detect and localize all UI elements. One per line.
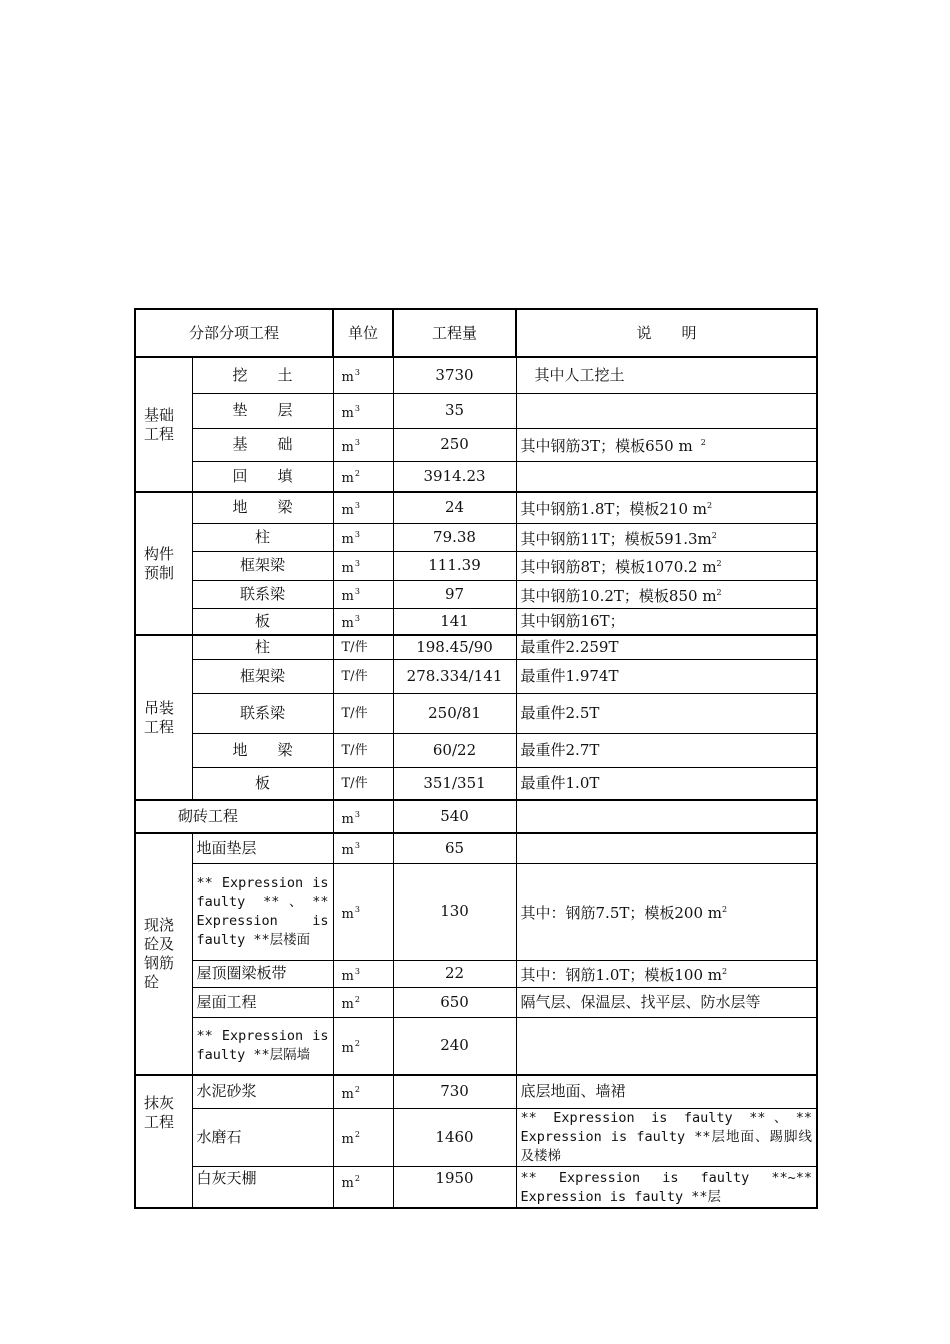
note-cell: 最重件2.7T (516, 733, 817, 767)
table-row (135, 428, 817, 461)
item-cell: 柱 (192, 523, 333, 551)
note-cell (516, 1017, 817, 1075)
quantity-cell: 730 (393, 1075, 516, 1108)
quantity-cell: 97 (393, 580, 516, 608)
quantity-cell: 1460 (393, 1108, 516, 1166)
item-cell: 板 (192, 767, 333, 800)
unit-cell: $m^2$ (333, 987, 393, 1017)
header-note: 说 明 (516, 309, 817, 357)
quantity-cell: 650 (393, 987, 516, 1017)
note-cell: 其中钢筋1.8T；模板210 $m^2$ (516, 492, 817, 523)
unit-cell: $m^3$ (333, 357, 393, 393)
note-cell: 其中：钢筋1.0T；模板100 $m^2$ (516, 960, 817, 987)
unit-cell: T/件 (333, 659, 393, 693)
group-masonry: 砌砖工程 (135, 800, 333, 833)
item-cell: 地 梁 (192, 733, 333, 767)
table-row (135, 523, 817, 551)
note-cell (516, 393, 817, 428)
quantity-cell: 198.45/90 (393, 635, 516, 659)
group-foundation: 基础工程 (135, 357, 192, 492)
table-row (135, 733, 817, 767)
table-row (135, 693, 817, 733)
note-cell (516, 461, 817, 492)
item-cell: 挖 土 (192, 357, 333, 393)
note-cell: 其中人工挖土 (516, 357, 817, 393)
item-cell: ** Expression is faulty **层隔墙 (192, 1017, 333, 1075)
unit-cell: T/件 (333, 635, 393, 659)
item-cell: 板 (192, 608, 333, 635)
table-row (135, 960, 817, 987)
header-item: 分部分项工程 (135, 309, 333, 357)
note-cell: 隔气层、保温层、找平层、防水层等 (516, 987, 817, 1017)
table-row (135, 1166, 817, 1208)
quantity-cell: 3914.23 (393, 461, 516, 492)
table-row (135, 1075, 817, 1108)
table-row (135, 987, 817, 1017)
table-row (135, 800, 817, 833)
note-cell: 其中钢筋3T；模板650 m $^2$ (516, 428, 817, 461)
unit-cell: $m^3$ (333, 608, 393, 635)
group-precast: 构件预制 (135, 492, 192, 635)
unit-cell: T/件 (333, 767, 393, 800)
table-row (135, 1108, 817, 1166)
unit-cell: $m^3$ (333, 428, 393, 461)
table-row (135, 863, 817, 960)
header-unit: 单位 (333, 309, 393, 357)
header-row (135, 309, 817, 357)
item-cell: 框架梁 (192, 659, 333, 693)
quantity-cell: 240 (393, 1017, 516, 1075)
table-row (135, 608, 817, 635)
unit-cell: $m^3$ (333, 960, 393, 987)
table-row (135, 635, 817, 659)
note-cell: ** Expression is faulty **~** Expression is faulty **层 (516, 1166, 817, 1208)
note-cell: 其中：钢筋7.5T；模板200 $m^2$ (516, 863, 817, 960)
quantity-cell: 1950 (393, 1166, 516, 1208)
header-quantity: 工程量 (393, 309, 516, 357)
table-row (135, 767, 817, 800)
item-cell: 水磨石 (192, 1108, 333, 1166)
quantity-cell: 278.334/141 (393, 659, 516, 693)
table-row (135, 833, 817, 863)
quantity-cell: 351/351 (393, 767, 516, 800)
table-row (135, 551, 817, 580)
quantity-cell: 3730 (393, 357, 516, 393)
note-cell: 底层地面、墙裙 (516, 1075, 817, 1108)
group-plaster: 抹灰工程 (135, 1075, 192, 1208)
note-cell: ** Expression is faulty **、** Expression is faulty **层地面、踢脚线及楼梯 (516, 1108, 817, 1166)
unit-cell: $m^2$ (333, 1075, 393, 1108)
group-cast-in-place: 现浇砼及钢筋砼 (135, 833, 192, 1075)
table-row (135, 492, 817, 523)
table-row (135, 393, 817, 428)
item-cell: 框架梁 (192, 551, 333, 580)
quantity-cell: 130 (393, 863, 516, 960)
unit-cell: $m^3$ (333, 523, 393, 551)
item-cell: 联系梁 (192, 580, 333, 608)
table-row (135, 580, 817, 608)
quantity-cell: 60/22 (393, 733, 516, 767)
item-cell: 柱 (192, 635, 333, 659)
note-cell (516, 800, 817, 833)
unit-cell: $m^3$ (333, 863, 393, 960)
unit-cell: $m^3$ (333, 800, 393, 833)
note-cell: 其中钢筋11T；模板$591.3m^2$ (516, 523, 817, 551)
note-cell: 其中钢筋8T；模板1070.2 $m^2$ (516, 551, 817, 580)
unit-cell: T/件 (333, 693, 393, 733)
item-cell: 基 础 (192, 428, 333, 461)
item-cell: 水泥砂浆 (192, 1075, 333, 1108)
item-cell: 地 梁 (192, 492, 333, 523)
table-row (135, 659, 817, 693)
group-hoisting: 吊装工程 (135, 635, 192, 800)
note-cell: 最重件1.974T (516, 659, 817, 693)
item-cell: 回 填 (192, 461, 333, 492)
item-cell: 屋面工程 (192, 987, 333, 1017)
item-cell: 白灰天棚 (192, 1166, 333, 1208)
note-cell: 其中钢筋16T； (516, 608, 817, 635)
item-cell: 屋顶圈梁板带 (192, 960, 333, 987)
unit-cell: $m^3$ (333, 492, 393, 523)
note-cell: 最重件2.259T (516, 635, 817, 659)
note-cell (516, 833, 817, 863)
table-row (135, 461, 817, 492)
quantity-cell: 65 (393, 833, 516, 863)
quantity-cell: 141 (393, 608, 516, 635)
unit-cell: $m^2$ (333, 1108, 393, 1166)
note-cell: 最重件2.5T (516, 693, 817, 733)
item-cell: 垫 层 (192, 393, 333, 428)
quantity-cell: 111.39 (393, 551, 516, 580)
item-cell: 联系梁 (192, 693, 333, 733)
unit-cell: $m^3$ (333, 393, 393, 428)
item-cell: ** Expression is faulty **、** Expression is faulty **层楼面 (192, 863, 333, 960)
table-row (135, 1017, 817, 1075)
unit-cell: $m^3$ (333, 580, 393, 608)
quantity-cell: 22 (393, 960, 516, 987)
quantity-cell: 540 (393, 800, 516, 833)
quantity-cell: 24 (393, 492, 516, 523)
quantity-table (134, 308, 818, 1209)
quantity-cell: 79.38 (393, 523, 516, 551)
quantity-cell: 35 (393, 393, 516, 428)
unit-cell: $m^2$ (333, 1166, 393, 1208)
item-cell: 地面垫层 (192, 833, 333, 863)
unit-cell: $m^2$ (333, 1017, 393, 1075)
unit-cell: $m^2$ (333, 461, 393, 492)
table-row (135, 357, 817, 393)
quantity-cell: 250/81 (393, 693, 516, 733)
quantity-cell: 250 (393, 428, 516, 461)
unit-cell: $m^3$ (333, 833, 393, 863)
unit-cell: $m^3$ (333, 551, 393, 580)
note-cell: 其中钢筋10.2T；模板850 $m^2$ (516, 580, 817, 608)
unit-cell: T/件 (333, 733, 393, 767)
note-cell: 最重件1.0T (516, 767, 817, 800)
